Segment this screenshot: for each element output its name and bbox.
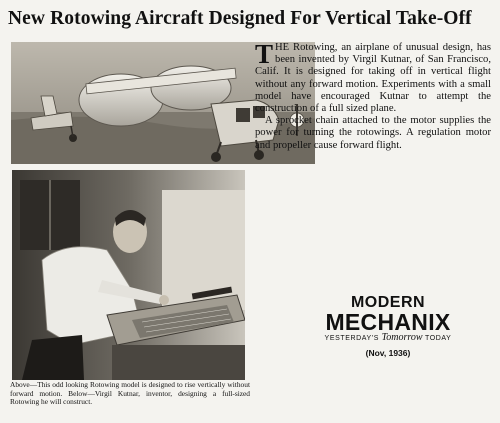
article-paragraph-1-text: HE Rotowing, an airplane of unusual design, has been invented by Virgil Kutnar, of San Francisco, Calif. It is designed for taking off in vertical flight without any forward motion. Experiments with a small model have encouraged Kutnar to attempt the construction of a full sized plane. (255, 42, 491, 115)
tagline-right: TODAY (424, 335, 452, 342)
inventor-at-drafting-table-photo (12, 170, 245, 380)
logo-modern: MODERN (350, 294, 426, 311)
tagline-left: YESTERDAY'S (324, 335, 380, 342)
modern-mechanix-logo (318, 295, 458, 358)
article-paragraph-1 (255, 39, 491, 115)
issue-date: (Nov, 1936) (365, 348, 411, 358)
tagline-script: Tomorrow (381, 332, 423, 343)
headline: New Rotowing Aircraft Designed For Vertical Take-Off (8, 8, 472, 29)
article-body (255, 39, 491, 152)
photo-caption: Above—This odd looking Rotowing model is designed to rise vertically without forward motion. Below—Virgil Kutnar, inventor, designing a full-sized Rotowing he will construct. (10, 380, 250, 407)
article-paragraph-2: A sprocket chain attached to the motor supplies the power for turning the rotowings. A regulation motor and propeller cause forward flight. (255, 115, 491, 151)
dropcap: T (255, 39, 274, 69)
logo-mechanix: MECHANIX (325, 309, 451, 335)
logo-tagline (318, 333, 458, 344)
